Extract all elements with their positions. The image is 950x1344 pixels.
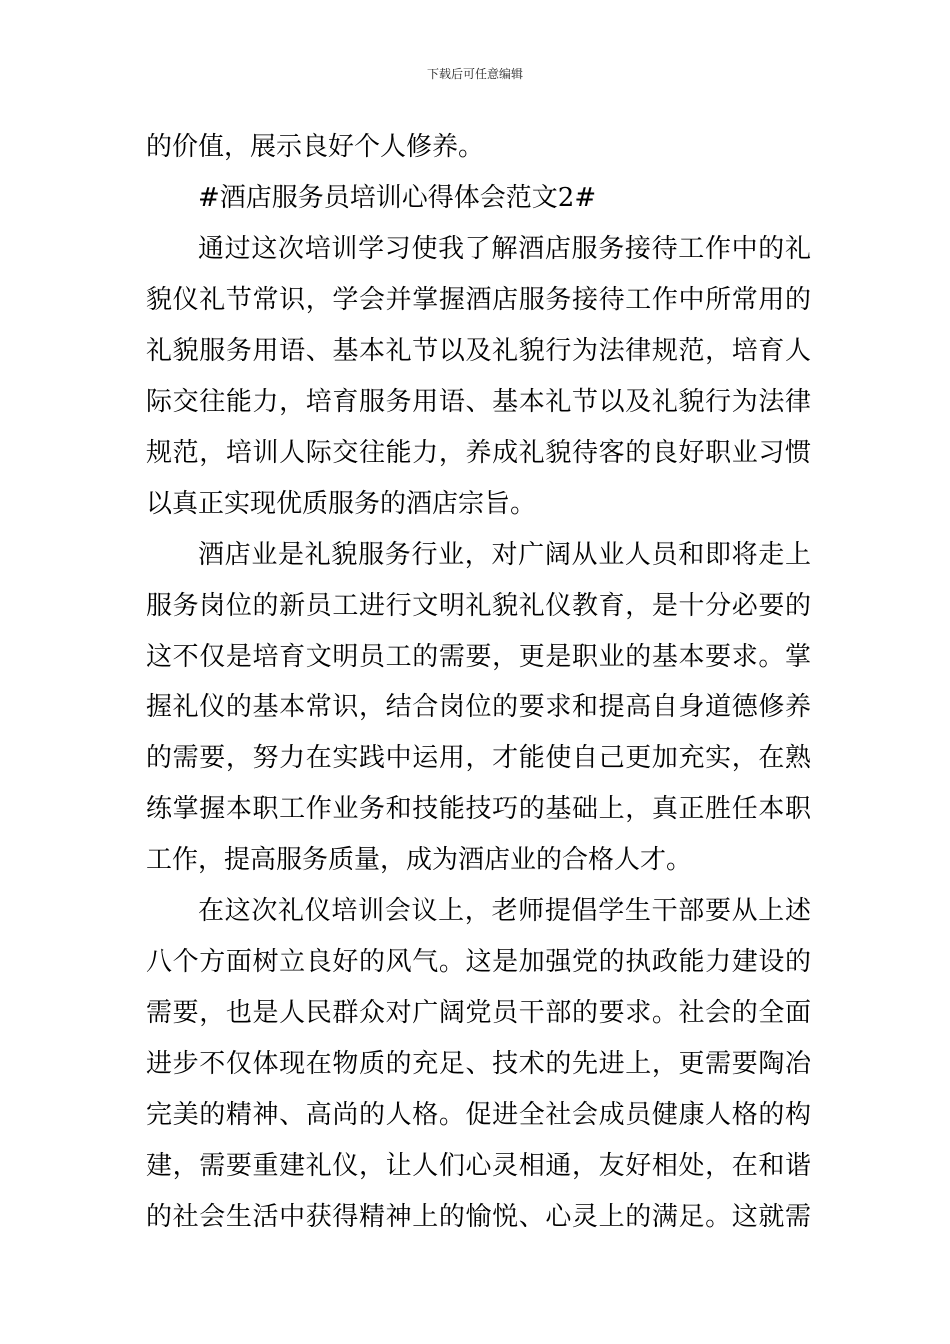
text-line: 酒店业是礼貌服务行业，对广阔从业人员和即将走上 [198,539,811,570]
text-line: 的价值，展示良好个人修养。 [146,132,485,162]
text-line: 八个方面树立良好的风气。这是加强党的执政能力建设的 [146,947,811,978]
text-line: 服务岗位的新员工进行文明礼貌礼仪教育，是十分必要的 [146,590,811,621]
text-line: 的需要，努力在实践中运用，才能使自己更加充实，在熟 [146,743,811,774]
text-line: 完美的精神、高尚的人格。促进全社会成员健康人格的构 [146,1100,811,1131]
page-header-note: 下载后可任意编辑 [426,67,523,81]
text-line: 的社会生活中获得精神上的愉悦、心灵上的满足。这就需 [146,1201,811,1232]
text-line: 需要，也是人民群众对广阔党员干部的要求。社会的全面 [146,998,811,1029]
text-line: 通过这次培训学习使我了解酒店服务接待工作中的礼 [198,233,811,264]
text-line: 礼貌服务用语、基本礼节以及礼貌行为法律规范，培育人 [146,335,811,366]
text-line: 握礼仪的基本常识，结合岗位的要求和提高自身道德修养 [146,692,811,723]
text-line: 以真正实现优质服务的酒店宗旨。 [146,488,537,519]
text-line: 工作，提高服务质量，成为酒店业的合格人才。 [146,845,693,876]
text-line: 进步不仅体现在物质的充足、技术的先进上，更需要陶冶 [146,1049,811,1080]
text-line: 际交往能力，培育服务用语、基本礼节以及礼貌行为法律 [146,386,811,417]
text-line: 建，需要重建礼仪，让人们心灵相通，友好相处，在和谐 [146,1151,811,1181]
text-line: 规范，培训人际交往能力，养成礼貌待客的良好职业习惯 [146,437,811,468]
text-line: 貌仪礼节常识，学会并掌握酒店服务接待工作中所常用的 [146,284,811,315]
section-heading: #酒店服务员培训心得体会范文2# [198,182,597,213]
text-line: 这不仅是培育文明员工的需要，更是职业的基本要求。掌 [146,641,811,672]
text-line: 练掌握本职工作业务和技能技巧的基础上，真正胜任本职 [146,794,811,825]
text-line: 在这次礼仪培训会议上，老师提倡学生干部要从上述 [198,896,811,927]
